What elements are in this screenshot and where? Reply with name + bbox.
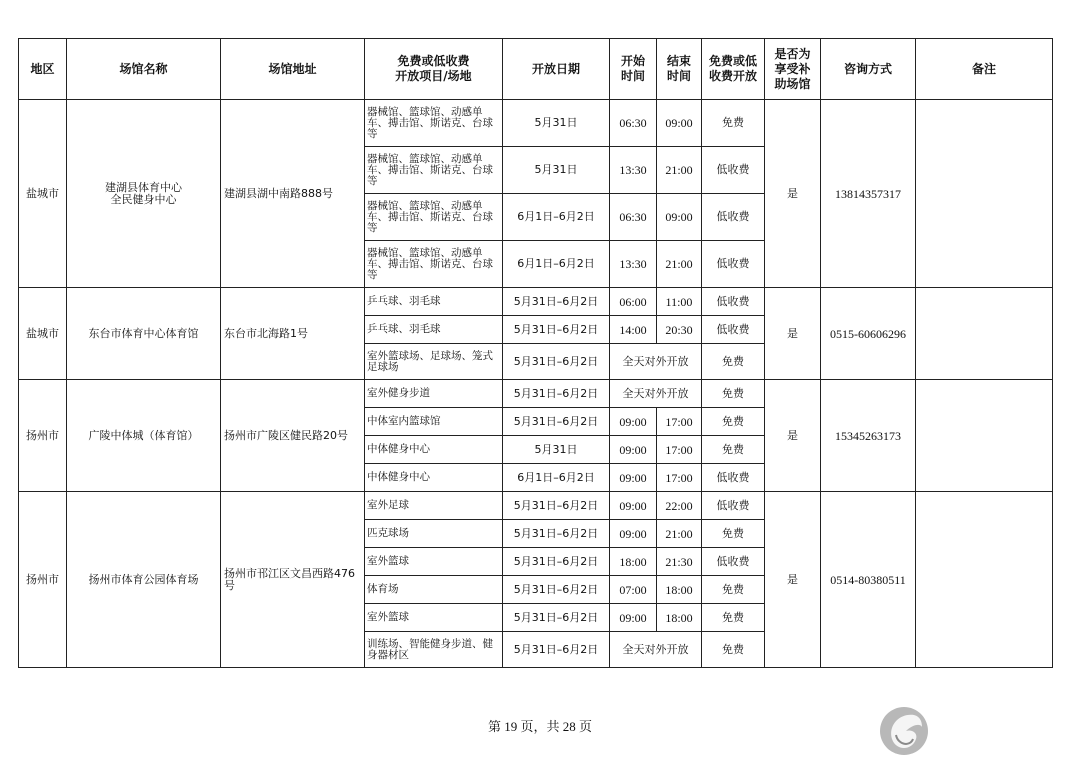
item-cell: 乒乓球、羽毛球 [365,288,503,316]
item-cell: 室外篮球 [365,548,503,576]
fee-cell: 免费 [702,632,765,668]
table-row [19,492,1053,520]
fee-cell: 低收费 [702,316,765,344]
fee-cell: 低收费 [702,241,765,288]
contact-cell: 15345263173 [821,380,916,492]
header-remark: 备注 [916,39,1053,100]
end-time-cell: 09:00 [657,100,702,147]
date-cell: 5月31日–6月2日 [503,316,610,344]
item-cell: 乒乓球、羽毛球 [365,316,503,344]
start-time-cell: 18:00 [610,548,657,576]
end-time-cell: 18:00 [657,576,702,604]
end-time-cell: 17:00 [657,464,702,492]
header-fee: 免费或低 收费开放 [702,39,765,100]
date-cell: 6月1日–6月2日 [503,194,610,241]
start-time-cell: 06:30 [610,194,657,241]
swirl-logo-icon [878,705,930,757]
date-cell: 5月31日–6月2日 [503,492,610,520]
allday-cell: 全天对外开放 [610,380,702,408]
item-cell: 室外篮球场、足球场、笼式足球场 [365,344,503,380]
date-cell: 5月31日–6月2日 [503,288,610,316]
fee-cell: 免费 [702,408,765,436]
fee-cell: 免费 [702,100,765,147]
subsidy-cell: 是 [765,380,821,492]
header-region: 地区 [19,39,67,100]
end-time-cell: 20:30 [657,316,702,344]
start-time-cell: 06:30 [610,100,657,147]
venue-name-cell: 扬州市体育公园体育场 [67,492,221,668]
subsidy-cell: 是 [765,100,821,288]
allday-cell: 全天对外开放 [610,344,702,380]
table-body [19,100,1053,668]
date-cell: 5月31日–6月2日 [503,576,610,604]
remark-cell [916,100,1053,288]
start-time-cell: 07:00 [610,576,657,604]
start-time-cell: 09:00 [610,408,657,436]
fee-cell: 免费 [702,604,765,632]
start-time-cell: 14:00 [610,316,657,344]
fee-cell: 低收费 [702,548,765,576]
fee-cell: 免费 [702,344,765,380]
date-cell: 5月31日 [503,436,610,464]
header-start: 开始 时间 [610,39,657,100]
contact-cell: 0514-80380511 [821,492,916,668]
item-cell: 室外足球 [365,492,503,520]
end-time-cell: 17:00 [657,436,702,464]
header-address: 场馆地址 [221,39,365,100]
date-cell: 5月31日 [503,100,610,147]
end-time-cell: 21:00 [657,147,702,194]
item-cell: 器械馆、篮球馆、动感单车、搏击馆、斯诺克、台球等 [365,194,503,241]
fee-cell: 低收费 [702,492,765,520]
table-row [19,288,1053,316]
start-time-cell: 13:30 [610,241,657,288]
start-time-cell: 09:00 [610,604,657,632]
region-cell: 扬州市 [19,380,67,492]
item-cell: 室外健身步道 [365,380,503,408]
item-cell: 器械馆、篮球馆、动感单车、搏击馆、斯诺克、台球等 [365,241,503,288]
item-cell: 中体健身中心 [365,464,503,492]
fee-cell: 免费 [702,436,765,464]
header-venue: 场馆名称 [67,39,221,100]
fee-cell: 免费 [702,576,765,604]
region-cell: 扬州市 [19,492,67,668]
table-row [19,100,1053,147]
date-cell: 6月1日–6月2日 [503,464,610,492]
item-cell: 室外篮球 [365,604,503,632]
address-cell: 建湖县湖中南路888号 [221,100,365,288]
region-cell: 盐城市 [19,288,67,380]
date-cell: 5月31日–6月2日 [503,604,610,632]
date-cell: 6月1日–6月2日 [503,241,610,288]
start-time-cell: 09:00 [610,492,657,520]
end-time-cell: 17:00 [657,408,702,436]
remark-cell [916,492,1053,668]
address-cell: 扬州市广陵区健民路20号 [221,380,365,492]
item-cell: 匹克球场 [365,520,503,548]
venue-name-cell: 广陵中体城（体育馆） [67,380,221,492]
end-time-cell: 09:00 [657,194,702,241]
fee-cell: 免费 [702,520,765,548]
table-row [19,380,1053,408]
header-contact: 咨询方式 [821,39,916,100]
item-cell: 中体健身中心 [365,436,503,464]
date-cell: 5月31日–6月2日 [503,380,610,408]
venue-name-cell: 建湖县体育中心 全民健身中心 [67,100,221,288]
end-time-cell: 11:00 [657,288,702,316]
subsidy-cell: 是 [765,288,821,380]
address-cell: 扬州市邗江区文昌西路476号 [221,492,365,668]
end-time-cell: 21:00 [657,520,702,548]
date-cell: 5月31日–6月2日 [503,344,610,380]
header-end: 结束 时间 [657,39,702,100]
header-date: 开放日期 [503,39,610,100]
end-time-cell: 18:00 [657,604,702,632]
address-cell: 东台市北海路1号 [221,288,365,380]
start-time-cell: 09:00 [610,464,657,492]
item-cell: 训练场、智能健身步道、健身器材区 [365,632,503,668]
date-cell: 5月31日–6月2日 [503,632,610,668]
start-time-cell: 09:00 [610,436,657,464]
fee-cell: 低收费 [702,464,765,492]
start-time-cell: 06:00 [610,288,657,316]
subsidy-cell: 是 [765,492,821,668]
fee-cell: 低收费 [702,288,765,316]
venue-name-cell: 东台市体育中心体育馆 [67,288,221,380]
item-cell: 中体室内篮球馆 [365,408,503,436]
venue-table [18,38,1053,668]
fee-cell: 低收费 [702,194,765,241]
fee-cell: 低收费 [702,147,765,194]
date-cell: 5月31日 [503,147,610,194]
item-cell: 体育场 [365,576,503,604]
end-time-cell: 22:00 [657,492,702,520]
fee-cell: 免费 [702,380,765,408]
date-cell: 5月31日–6月2日 [503,548,610,576]
allday-cell: 全天对外开放 [610,632,702,668]
remark-cell [916,288,1053,380]
start-time-cell: 13:30 [610,147,657,194]
header-subsidy: 是否为 享受补 助场馆 [765,39,821,100]
contact-cell: 13814357317 [821,100,916,288]
date-cell: 5月31日–6月2日 [503,408,610,436]
end-time-cell: 21:00 [657,241,702,288]
page-number: 第 19 页，共 28 页 [487,719,592,734]
end-time-cell: 21:30 [657,548,702,576]
header-row [19,39,1053,100]
item-cell: 器械馆、篮球馆、动感单车、搏击馆、斯诺克、台球等 [365,147,503,194]
contact-cell: 0515-60606296 [821,288,916,380]
header-item: 免费或低收费 开放项目/场地 [365,39,503,100]
date-cell: 5月31日–6月2日 [503,520,610,548]
remark-cell [916,380,1053,492]
item-cell: 器械馆、篮球馆、动感单车、搏击馆、斯诺克、台球等 [365,100,503,147]
start-time-cell: 09:00 [610,520,657,548]
region-cell: 盐城市 [19,100,67,288]
